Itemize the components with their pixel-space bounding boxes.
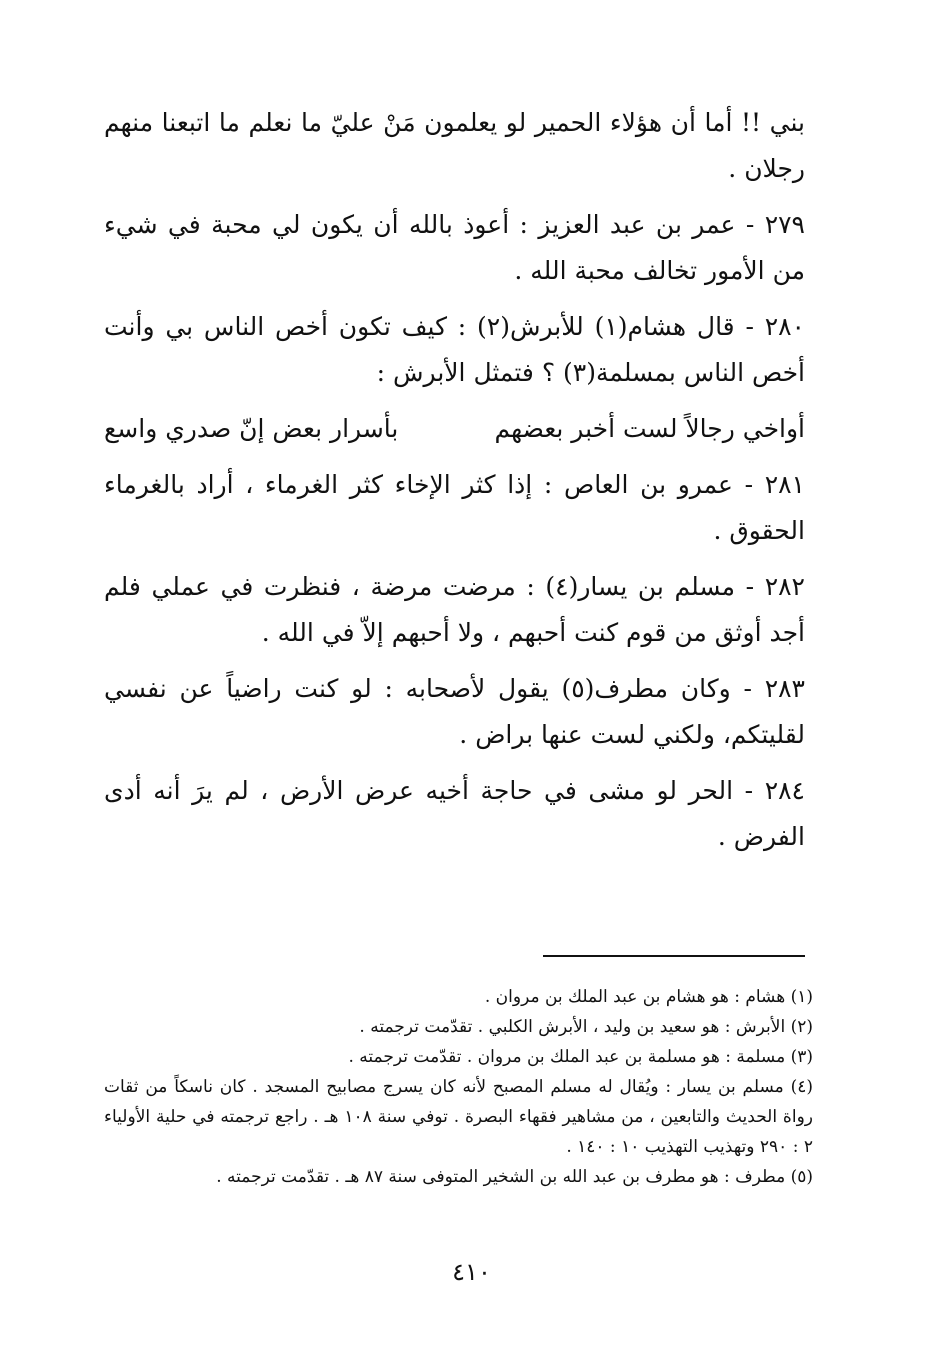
paragraph-283: ٢٨٣ - وكان مطرف(٥) يقول لأصحابه : لو كنت راضياً عن نفسي لقليتكم، ولكني لست عنها براض . <box>104 674 805 749</box>
verse-second-hemistich: بأسرار بعض إنّ صدري واسع <box>104 414 399 443</box>
paragraph-279: ٢٧٩ - عمر بن عبد العزيز : أعوذ بالله أن يكون لي محبة في شيء من الأمور تخالف محبة الله . <box>104 210 805 285</box>
footnote-5: (٥) مطرف : هو مطرف بن عبد الله بن الشخير المتوفى سنة ٨٧ هـ . تقدّمت ترجمته . <box>216 1167 813 1187</box>
page-number: ٤١٠ <box>452 1258 491 1286</box>
paragraph-280: ٢٨٠ - قال هشام(١) للأبرش(٢) : كيف تكون أخص الناس بي وأنت أخص الناس بمسلمة(٣) ؟ فتمثل الأبرش : <box>104 312 805 387</box>
footnotes <box>104 982 813 1192</box>
footnote-divider <box>543 955 805 957</box>
main-text <box>104 100 805 870</box>
footnote-4: (٤) مسلم بن يسار : ويُقال له مسلم المصبح لأنه كان يسرج مصابيح المسجد . كان ناسكاً من ثقات رواة الحديث والتابعين ، من مشاهير فقهاء البصرة . توفي سنة ١٠٨ هـ . راجع ترجمته في حلية الأولياء ٢ : ٢٩٠ وتهذيب التهذيب ١٠ : ١٤٠ . <box>104 1077 813 1157</box>
footnote-2: (٢) الأبرش : هو سعيد بن وليد ، الأبرش الكلبي . تقدّمت ترجمته . <box>359 1017 813 1037</box>
paragraph-281: ٢٨١ - عمرو بن العاص : إذا كثر الإخاء كثر الغرماء ، أراد بالغرماء الحقوق . <box>104 470 805 545</box>
poetry-verse <box>104 406 805 452</box>
paragraph-284: ٢٨٤ - الحر لو مشى في حاجة أخيه عرض الأرض ، لم يرَ أنه أدى الفرض . <box>104 776 805 851</box>
paragraph-282: ٢٨٢ - مسلم بن يسار(٤) : مرضت مرضة ، فنظرت في عملي فلم أجد أوثق من قوم كنت أحبهم ، ولا أحبهم إلاّ في الله . <box>104 572 805 647</box>
footnote-3: (٣) مسلمة : هو مسلمة بن عبد الملك بن مروان . تقدّمت ترجمته . <box>348 1047 813 1067</box>
footnote-1: (١) هشام : هو هشام بن عبد الملك بن مروان . <box>484 987 813 1007</box>
paragraph-continuation: بني !! أما أن هؤلاء الحمير لو يعلمون مَنْ عليّ ما نعلم ما اتبعنا منهم رجلان . <box>104 108 805 183</box>
verse-first-hemistich: أواخي رجالاً لست أخبر بعضهم <box>494 414 805 443</box>
